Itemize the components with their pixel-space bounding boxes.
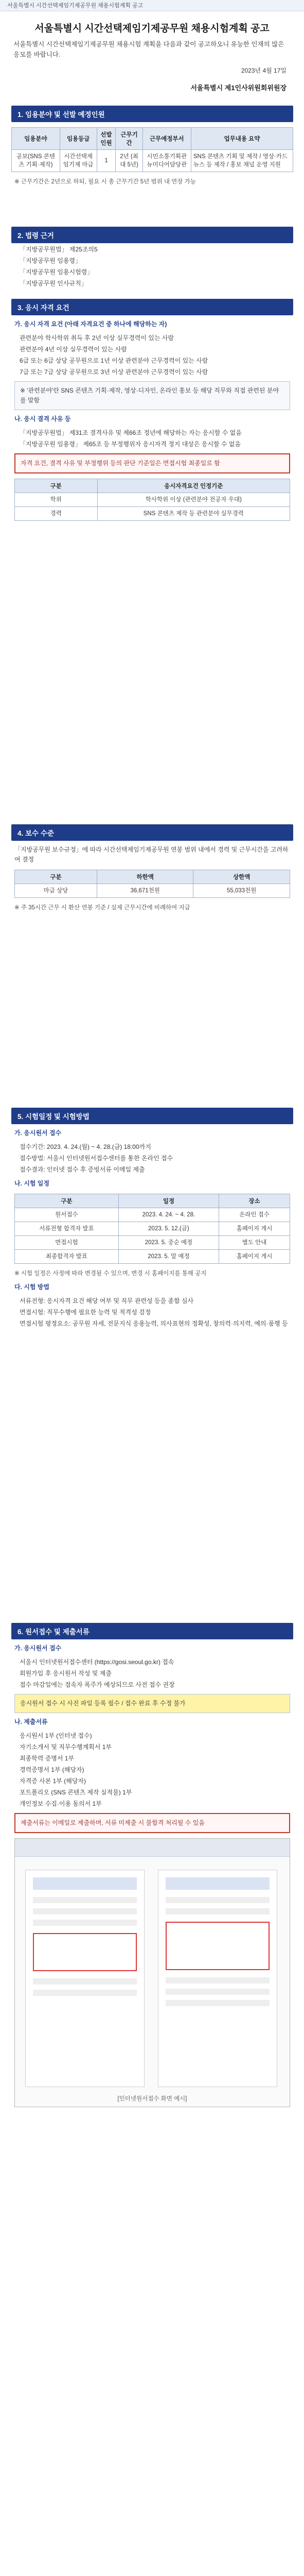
table-cell: 마급 상당 (15, 884, 97, 898)
announcement-date: 2023년 4월 17일 (241, 67, 287, 74)
table-cell: 55,033천원 (193, 884, 290, 898)
table-cell: 2023. 5. 12.(금) (118, 1222, 219, 1236)
table-cell: 경력 (15, 507, 98, 521)
positions-table (11, 127, 293, 172)
table-header: 하한액 (97, 870, 193, 884)
table-cell: 면접시험 (15, 1236, 119, 1250)
table-header: 임용분야 (12, 128, 60, 150)
subheading: 나. 시험 일정 (14, 1180, 49, 1187)
table-header: 구분 (15, 870, 97, 884)
list-item: 접수 마감일에는 접속자 폭주가 예상되므로 사전 접수 권장 (20, 1681, 175, 1688)
warning-box: 자격 요건, 결격 사유 및 부정행위 등의 판단 기준일은 면접시험 최종일로 함 (14, 453, 290, 473)
issuing-organization: 서울특별시 제1인사위원회위원장 (190, 84, 287, 92)
list-item: 「지방공무원 임용시험령」 (20, 268, 94, 276)
table-header: 구분 (15, 1194, 119, 1208)
table-header: 일정 (118, 1194, 219, 1208)
warning-box: 제출서류는 이메일로 제출하며, 서류 미제출 시 불합격 처리될 수 있음 (14, 1813, 290, 1833)
section-schedule (11, 1108, 293, 1330)
table-cell: SNS 콘텐츠 제작 등 관련분야 실무경력 (97, 507, 290, 521)
schedule-table (14, 1194, 290, 1264)
footnote: ※ 시험 일정은 사정에 따라 변경될 수 있으며, 변경 시 홈페이지를 통해 공지 (14, 1270, 207, 1277)
footnote: ※ 주 35시간 근무 시 환산 연봉 기준 / 실제 근무시간에 비례하여 지급 (14, 905, 190, 911)
list-item: 응시원서 1부 (인터넷 접수) (20, 1732, 92, 1739)
list-item: 면접시험: 직무수행에 필요한 능력 및 적격성 검정 (20, 1309, 151, 1316)
table-cell: 서류전형 합격자 발표 (15, 1222, 119, 1236)
intro-text: 서울특별시 시간선택제임기제공무원 채용시험 계획을 다음과 같이 공고하오니 유능한 인재의 많은 응모를 바랍니다. (13, 41, 284, 58)
table-cell: 2023. 5. 중순 예정 (118, 1236, 219, 1250)
section-heading: 6. 원서접수 및 제출서류 (11, 1623, 293, 1639)
list-item: 「지방공무원 임용령」 제65조 등 부정행위자 응시자격 정지 대상은 응시할 수 없음 (20, 440, 241, 448)
table-header: 상한액 (193, 870, 290, 884)
subheading: 가. 응시원서 접수 (14, 1645, 62, 1652)
section-heading: 3. 응시 자격 요건 (11, 299, 293, 315)
list-item: 접수방법: 서울시 인터넷원서접수센터를 통한 온라인 접수 (20, 1155, 173, 1162)
list-item: 자기소개서 및 직무수행계획서 1부 (20, 1743, 112, 1751)
list-item: 「지방공무원 임용령」 (20, 257, 82, 264)
footnote: ※ 근무기간은 2년으로 하되, 필요 시 총 근무기간 5년 범위 내 연장 가능 (14, 179, 196, 185)
table-cell: 학사학위 이상 (관련분야 전공자 우대) (97, 493, 290, 507)
table-header: 구분 (15, 479, 98, 493)
section-legal-basis (11, 227, 293, 290)
table-cell: 36,671천원 (97, 884, 193, 898)
table-cell: 공보(SNS 콘텐츠 기획·제작) (12, 150, 60, 172)
list-item: 7급 또는 7급 상당 공무원으로 3년 이상 관련분야 근무경력이 있는 사람 (20, 368, 208, 376)
table-cell: 시민소통기획관 뉴미디어담당관 (142, 150, 191, 172)
subheading: 다. 시험 방법 (14, 1283, 49, 1291)
example-header (15, 1839, 290, 1857)
table-cell: 시간선택제임기제 마급 (60, 150, 97, 172)
eligibility-table (14, 479, 290, 521)
list-item: 「지방공무원법」 제25조의5 (20, 246, 98, 253)
section-heading: 5. 시험일정 및 시험방법 (11, 1108, 293, 1124)
list-item: 서류전형: 응시자격 요건 해당 여부 및 직무 관련성 등을 종합 심사 (20, 1297, 194, 1304)
subheading: 나. 응시 결격 사유 등 (14, 415, 71, 422)
list-item: 접수결과: 인터넷 접수 후 증빙서류 이메일 제출 (20, 1166, 145, 1173)
table-cell: 2023. 5. 말 예정 (118, 1250, 219, 1264)
list-item: 서울시 인터넷원서접수센터 (https://gosi.seoul.go.kr) 접속 (20, 1658, 174, 1666)
list-item: 관련분야 4년 이상 실무경력이 있는 사람 (20, 346, 127, 353)
page-title: 서울특별시 시간선택제임기제공무원 채용시험계획 공고 (34, 23, 270, 34)
list-item: 자격증 사본 1부 (해당자) (20, 1777, 86, 1785)
section-eligibility (11, 299, 293, 526)
section-application (11, 1623, 293, 2112)
table-cell: 학위 (15, 493, 98, 507)
subheading: 나. 제출서류 (14, 1718, 48, 1725)
table-cell: 별도 안내 (219, 1236, 290, 1250)
table-header: 업무내용 요약 (191, 128, 293, 150)
subheading: 가. 응시원서 접수 (14, 1129, 62, 1137)
section-heading: 4. 보수 수준 (11, 824, 293, 841)
list-item: 최종학력 증명서 1부 (20, 1755, 75, 1762)
table-cell: SNS 콘텐츠 기획 및 제작 / 영상·카드뉴스 등 제작 / 홍보 채널 운영 지원 (191, 150, 293, 172)
list-item: 면접시험 평정요소: 공무원 자세, 전문지식 응용능력, 의사표현의 정확성, 창의력·의지력, 예의·품행 등 (20, 1320, 288, 1327)
image-caption: [인터넷원서접수 화면 예시] (117, 2096, 187, 2102)
list-item: 「지방공무원 인사규칙」 (20, 280, 87, 287)
list-item: 6급 또는 6급 상당 공무원으로 1년 이상 관련분야 근무경력이 있는 사람 (20, 357, 208, 364)
info-box: 응시원서 접수 시 사진 파일 등록 필수 / 접수 완료 후 수정 불가 (14, 1694, 290, 1713)
table-cell: 2년 (최대 5년) (116, 150, 142, 172)
list-item: 관련분야 학사학위 취득 후 2년 이상 실무경력이 있는 사람 (20, 334, 174, 342)
section-positions (11, 106, 293, 190)
document-header-bar: 서울특별시 시간선택제임기제공무원 채용시험계획 공고 (0, 0, 304, 11)
list-item: 회원가입 후 응시원서 작성 및 제출 (20, 1670, 112, 1677)
salary-table (14, 870, 290, 898)
table-header: 근무기간 (116, 128, 142, 150)
section-salary (11, 824, 293, 916)
screenshot-example-image (14, 1838, 290, 2107)
subheading: 가. 응시 자격 요건 (아래 자격요건 중 하나에 해당하는 자) (14, 320, 167, 328)
list-item: 포트폴리오 (SNS 콘텐츠 제작 실적물) 1부 (20, 1789, 132, 1796)
table-cell: 원서접수 (15, 1208, 119, 1222)
section-heading: 2. 법령 근거 (11, 227, 293, 243)
table-header: 임용등급 (60, 128, 97, 150)
example-panel-left (25, 1870, 145, 2087)
paragraph: 「지방공무원 보수규정」에 따라 시간선택제임기제공무원 연봉 범위 내에서 경력 및 근무시간을 고려하여 결정 (14, 846, 289, 863)
list-item: 접수기간: 2023. 4. 24.(월) ~ 4. 28.(금) 18:00까지 (20, 1143, 151, 1150)
example-panel-right (158, 1870, 277, 2087)
section-heading: 1. 임용분야 및 선발 예정인원 (11, 106, 293, 122)
table-cell: 최종합격자 발표 (15, 1250, 119, 1264)
table-header: 응시자격요건 인정기준 (97, 479, 290, 493)
table-cell: 온라인 접수 (219, 1208, 290, 1222)
table-cell: 홈페이지 게시 (219, 1222, 290, 1236)
list-item: 개인정보 수집·이용 동의서 1부 (20, 1800, 102, 1807)
list-item: 경력증명서 1부 (해당자) (20, 1766, 84, 1773)
table-header: 선발인원 (97, 128, 116, 150)
table-header: 장소 (219, 1194, 290, 1208)
list-item: 「지방공무원법」 제31조 결격사유 및 제66조 정년에 해당하는 자는 응시할 수 없음 (20, 429, 242, 436)
table-header: 근무예정부서 (142, 128, 191, 150)
table-cell: 홈페이지 게시 (219, 1250, 290, 1264)
info-box: ※ '관련분야'란 SNS 콘텐츠 기획·제작, 영상·디자인, 온라인 홍보 등 해당 직무와 직접 관련된 분야를 말함 (14, 381, 290, 410)
table-cell: 2023. 4. 24. ~ 4. 28. (118, 1208, 219, 1222)
table-cell: 1 (97, 150, 116, 172)
